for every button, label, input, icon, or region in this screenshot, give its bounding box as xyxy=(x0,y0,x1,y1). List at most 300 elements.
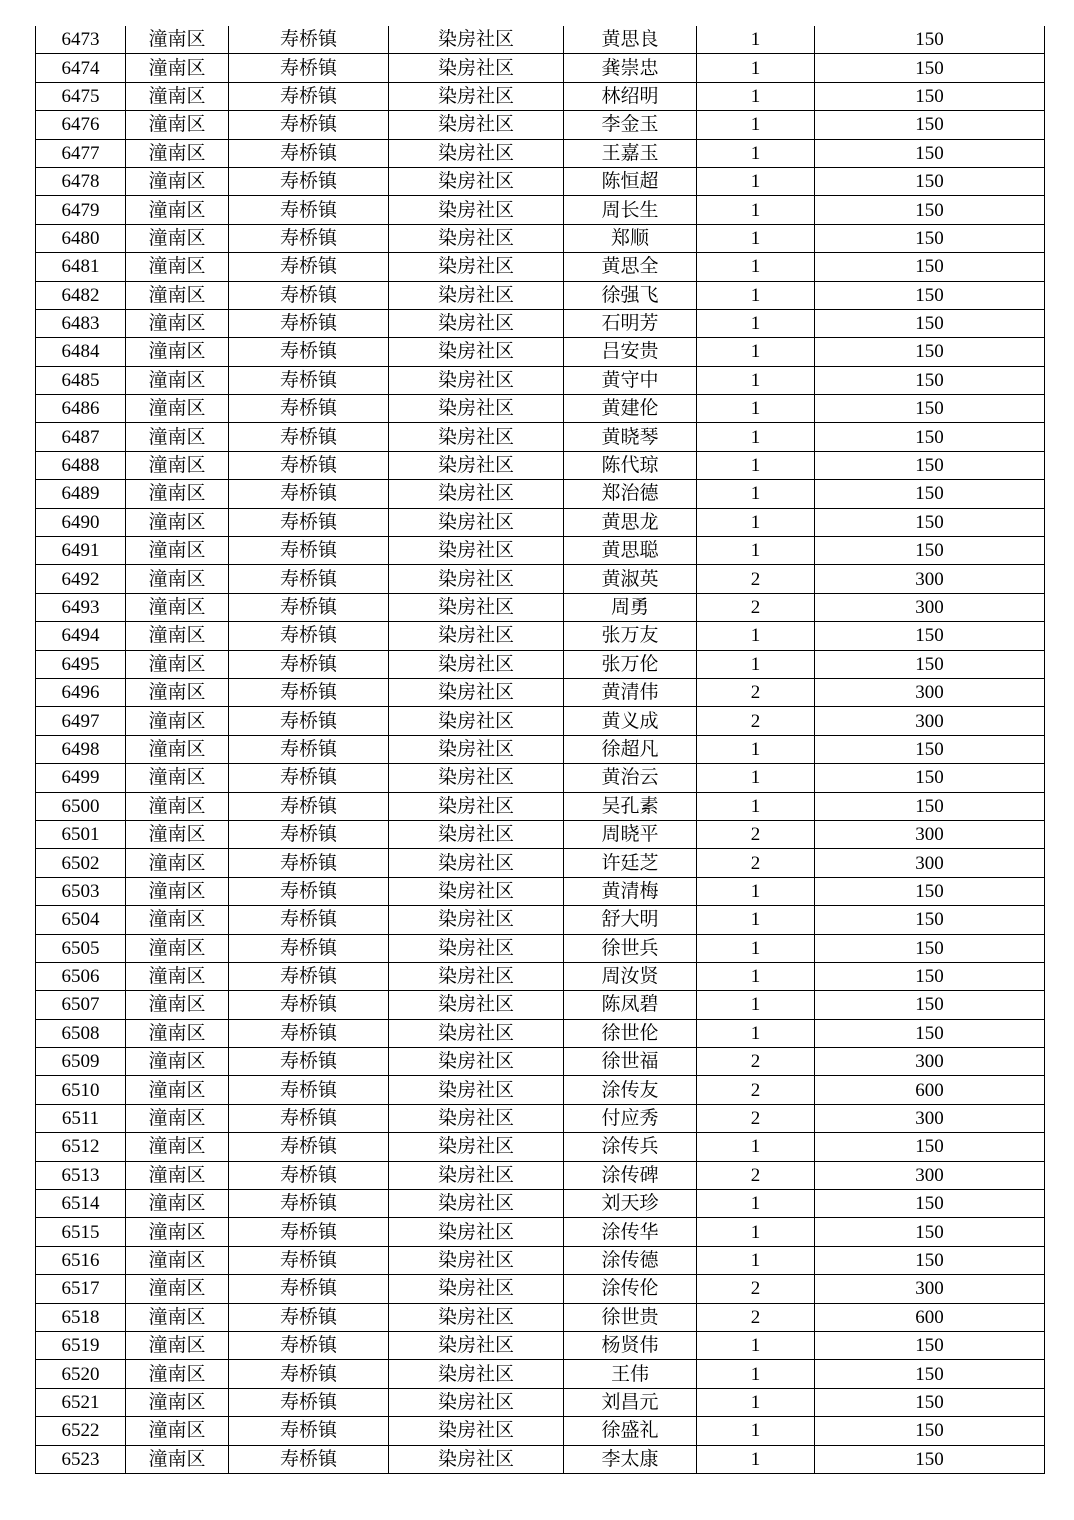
town-cell: 寿桥镇 xyxy=(229,593,389,621)
community-cell: 染房社区 xyxy=(389,1019,564,1047)
district-cell: 潼南区 xyxy=(126,906,229,934)
serial-number-cell: 6474 xyxy=(36,54,126,82)
name-cell: 郑治德 xyxy=(564,480,697,508)
district-cell: 潼南区 xyxy=(126,565,229,593)
serial-number-cell: 6514 xyxy=(36,1190,126,1218)
count-cell: 1 xyxy=(697,1388,815,1416)
table-row xyxy=(36,1104,1045,1132)
community-cell: 染房社区 xyxy=(389,678,564,706)
table-row xyxy=(36,253,1045,281)
amount-cell: 300 xyxy=(815,1275,1045,1303)
count-cell: 1 xyxy=(697,1445,815,1473)
name-cell: 黄清伟 xyxy=(564,678,697,706)
count-cell: 2 xyxy=(697,593,815,621)
name-cell: 林绍明 xyxy=(564,82,697,110)
count-cell: 1 xyxy=(697,792,815,820)
name-cell: 黄思良 xyxy=(564,26,697,54)
name-cell: 石明芳 xyxy=(564,309,697,337)
table-row xyxy=(36,1303,1045,1331)
table-row xyxy=(36,196,1045,224)
amount-cell: 150 xyxy=(815,792,1045,820)
serial-number-cell: 6518 xyxy=(36,1303,126,1331)
community-cell: 染房社区 xyxy=(389,1048,564,1076)
district-cell: 潼南区 xyxy=(126,707,229,735)
table-row xyxy=(36,792,1045,820)
amount-cell: 150 xyxy=(815,991,1045,1019)
serial-number-cell: 6496 xyxy=(36,678,126,706)
name-cell: 陈代琼 xyxy=(564,451,697,479)
district-cell: 潼南区 xyxy=(126,1218,229,1246)
name-cell: 刘天珍 xyxy=(564,1190,697,1218)
community-cell: 染房社区 xyxy=(389,139,564,167)
town-cell: 寿桥镇 xyxy=(229,1019,389,1047)
count-cell: 1 xyxy=(697,1218,815,1246)
name-cell: 杨贤伟 xyxy=(564,1331,697,1359)
serial-number-cell: 6517 xyxy=(36,1275,126,1303)
table-row xyxy=(36,622,1045,650)
amount-cell: 150 xyxy=(815,1331,1045,1359)
district-cell: 潼南区 xyxy=(126,735,229,763)
district-cell: 潼南区 xyxy=(126,395,229,423)
district-cell: 潼南区 xyxy=(126,1275,229,1303)
amount-cell: 300 xyxy=(815,593,1045,621)
district-cell: 潼南区 xyxy=(126,1331,229,1359)
table-row xyxy=(36,111,1045,139)
table-row xyxy=(36,1190,1045,1218)
district-cell: 潼南区 xyxy=(126,423,229,451)
town-cell: 寿桥镇 xyxy=(229,792,389,820)
table-row xyxy=(36,1048,1045,1076)
community-cell: 染房社区 xyxy=(389,1331,564,1359)
table-row xyxy=(36,338,1045,366)
count-cell: 1 xyxy=(697,423,815,451)
table-row xyxy=(36,962,1045,990)
name-cell: 吴孔素 xyxy=(564,792,697,820)
town-cell: 寿桥镇 xyxy=(229,1048,389,1076)
amount-cell: 150 xyxy=(815,423,1045,451)
table-row xyxy=(36,395,1045,423)
town-cell: 寿桥镇 xyxy=(229,111,389,139)
amount-cell: 150 xyxy=(815,735,1045,763)
town-cell: 寿桥镇 xyxy=(229,54,389,82)
table-row xyxy=(36,1161,1045,1189)
serial-number-cell: 6516 xyxy=(36,1246,126,1274)
table-row xyxy=(36,1275,1045,1303)
town-cell: 寿桥镇 xyxy=(229,565,389,593)
community-cell: 染房社区 xyxy=(389,508,564,536)
community-cell: 染房社区 xyxy=(389,1133,564,1161)
count-cell: 1 xyxy=(697,26,815,54)
district-cell: 潼南区 xyxy=(126,1076,229,1104)
serial-number-cell: 6513 xyxy=(36,1161,126,1189)
table-row xyxy=(36,678,1045,706)
table-row xyxy=(36,1417,1045,1445)
district-cell: 潼南区 xyxy=(126,650,229,678)
community-cell: 染房社区 xyxy=(389,593,564,621)
serial-number-cell: 6491 xyxy=(36,537,126,565)
town-cell: 寿桥镇 xyxy=(229,82,389,110)
district-cell: 潼南区 xyxy=(126,991,229,1019)
name-cell: 黄建伦 xyxy=(564,395,697,423)
name-cell: 张万伦 xyxy=(564,650,697,678)
town-cell: 寿桥镇 xyxy=(229,537,389,565)
town-cell: 寿桥镇 xyxy=(229,1388,389,1416)
amount-cell: 150 xyxy=(815,338,1045,366)
count-cell: 2 xyxy=(697,1104,815,1132)
table-row xyxy=(36,423,1045,451)
name-cell: 周晓平 xyxy=(564,820,697,848)
table-row xyxy=(36,309,1045,337)
community-cell: 染房社区 xyxy=(389,281,564,309)
community-cell: 染房社区 xyxy=(389,962,564,990)
table-row xyxy=(36,849,1045,877)
community-cell: 染房社区 xyxy=(389,253,564,281)
community-cell: 染房社区 xyxy=(389,622,564,650)
town-cell: 寿桥镇 xyxy=(229,877,389,905)
community-cell: 染房社区 xyxy=(389,1388,564,1416)
count-cell: 1 xyxy=(697,167,815,195)
serial-number-cell: 6493 xyxy=(36,593,126,621)
serial-number-cell: 6485 xyxy=(36,366,126,394)
table-row xyxy=(36,1388,1045,1416)
community-cell: 染房社区 xyxy=(389,735,564,763)
count-cell: 1 xyxy=(697,451,815,479)
district-cell: 潼南区 xyxy=(126,593,229,621)
community-cell: 染房社区 xyxy=(389,338,564,366)
table-row xyxy=(36,26,1045,54)
town-cell: 寿桥镇 xyxy=(229,764,389,792)
amount-cell: 300 xyxy=(815,1161,1045,1189)
community-cell: 染房社区 xyxy=(389,934,564,962)
name-cell: 张万友 xyxy=(564,622,697,650)
district-cell: 潼南区 xyxy=(126,1048,229,1076)
amount-cell: 600 xyxy=(815,1303,1045,1331)
table-row xyxy=(36,707,1045,735)
count-cell: 1 xyxy=(697,338,815,366)
amount-cell: 150 xyxy=(815,281,1045,309)
district-cell: 潼南区 xyxy=(126,792,229,820)
town-cell: 寿桥镇 xyxy=(229,707,389,735)
name-cell: 徐世伦 xyxy=(564,1019,697,1047)
district-cell: 潼南区 xyxy=(126,281,229,309)
count-cell: 1 xyxy=(697,395,815,423)
district-cell: 潼南区 xyxy=(126,934,229,962)
community-cell: 染房社区 xyxy=(389,54,564,82)
name-cell: 徐盛礼 xyxy=(564,1417,697,1445)
town-cell: 寿桥镇 xyxy=(229,1246,389,1274)
community-cell: 染房社区 xyxy=(389,395,564,423)
town-cell: 寿桥镇 xyxy=(229,820,389,848)
table-row xyxy=(36,565,1045,593)
district-cell: 潼南区 xyxy=(126,1019,229,1047)
serial-number-cell: 6499 xyxy=(36,764,126,792)
serial-number-cell: 6505 xyxy=(36,934,126,962)
count-cell: 1 xyxy=(697,537,815,565)
table-body xyxy=(36,26,1045,1473)
district-cell: 潼南区 xyxy=(126,167,229,195)
serial-number-cell: 6488 xyxy=(36,451,126,479)
name-cell: 郑顺 xyxy=(564,224,697,252)
amount-cell: 600 xyxy=(815,1076,1045,1104)
community-cell: 染房社区 xyxy=(389,820,564,848)
town-cell: 寿桥镇 xyxy=(229,224,389,252)
count-cell: 1 xyxy=(697,508,815,536)
district-cell: 潼南区 xyxy=(126,1161,229,1189)
serial-number-cell: 6490 xyxy=(36,508,126,536)
table-row xyxy=(36,735,1045,763)
name-cell: 王嘉玉 xyxy=(564,139,697,167)
town-cell: 寿桥镇 xyxy=(229,1076,389,1104)
count-cell: 1 xyxy=(697,1019,815,1047)
table-row xyxy=(36,1445,1045,1473)
town-cell: 寿桥镇 xyxy=(229,167,389,195)
district-cell: 潼南区 xyxy=(126,764,229,792)
amount-cell: 300 xyxy=(815,707,1045,735)
district-cell: 潼南区 xyxy=(126,508,229,536)
serial-number-cell: 6502 xyxy=(36,849,126,877)
community-cell: 染房社区 xyxy=(389,849,564,877)
name-cell: 刘昌元 xyxy=(564,1388,697,1416)
count-cell: 1 xyxy=(697,764,815,792)
community-cell: 染房社区 xyxy=(389,111,564,139)
district-cell: 潼南区 xyxy=(126,111,229,139)
table-row xyxy=(36,281,1045,309)
district-cell: 潼南区 xyxy=(126,678,229,706)
name-cell: 涂传兵 xyxy=(564,1133,697,1161)
serial-number-cell: 6500 xyxy=(36,792,126,820)
community-cell: 染房社区 xyxy=(389,877,564,905)
town-cell: 寿桥镇 xyxy=(229,423,389,451)
amount-cell: 150 xyxy=(815,253,1045,281)
district-cell: 潼南区 xyxy=(126,537,229,565)
town-cell: 寿桥镇 xyxy=(229,934,389,962)
table-row xyxy=(36,1218,1045,1246)
amount-cell: 150 xyxy=(815,139,1045,167)
community-cell: 染房社区 xyxy=(389,1246,564,1274)
town-cell: 寿桥镇 xyxy=(229,1218,389,1246)
serial-number-cell: 6482 xyxy=(36,281,126,309)
amount-cell: 150 xyxy=(815,1190,1045,1218)
town-cell: 寿桥镇 xyxy=(229,139,389,167)
count-cell: 1 xyxy=(697,1246,815,1274)
town-cell: 寿桥镇 xyxy=(229,338,389,366)
serial-number-cell: 6478 xyxy=(36,167,126,195)
amount-cell: 300 xyxy=(815,678,1045,706)
community-cell: 染房社区 xyxy=(389,82,564,110)
count-cell: 1 xyxy=(697,622,815,650)
count-cell: 1 xyxy=(697,253,815,281)
community-cell: 染房社区 xyxy=(389,26,564,54)
table-row xyxy=(36,451,1045,479)
town-cell: 寿桥镇 xyxy=(229,395,389,423)
count-cell: 1 xyxy=(697,366,815,394)
name-cell: 黄清梅 xyxy=(564,877,697,905)
count-cell: 1 xyxy=(697,934,815,962)
district-cell: 潼南区 xyxy=(126,224,229,252)
serial-number-cell: 6483 xyxy=(36,309,126,337)
district-cell: 潼南区 xyxy=(126,1417,229,1445)
roster-table xyxy=(35,26,1045,1474)
name-cell: 李太康 xyxy=(564,1445,697,1473)
amount-cell: 150 xyxy=(815,650,1045,678)
community-cell: 染房社区 xyxy=(389,707,564,735)
serial-number-cell: 6519 xyxy=(36,1331,126,1359)
count-cell: 2 xyxy=(697,707,815,735)
name-cell: 徐世兵 xyxy=(564,934,697,962)
community-cell: 染房社区 xyxy=(389,650,564,678)
serial-number-cell: 6480 xyxy=(36,224,126,252)
table-row xyxy=(36,820,1045,848)
serial-number-cell: 6515 xyxy=(36,1218,126,1246)
table-row xyxy=(36,593,1045,621)
community-cell: 染房社区 xyxy=(389,792,564,820)
count-cell: 1 xyxy=(697,1360,815,1388)
amount-cell: 150 xyxy=(815,1445,1045,1473)
community-cell: 染房社区 xyxy=(389,906,564,934)
amount-cell: 150 xyxy=(815,395,1045,423)
town-cell: 寿桥镇 xyxy=(229,281,389,309)
town-cell: 寿桥镇 xyxy=(229,906,389,934)
amount-cell: 150 xyxy=(815,537,1045,565)
amount-cell: 150 xyxy=(815,1133,1045,1161)
community-cell: 染房社区 xyxy=(389,1190,564,1218)
count-cell: 1 xyxy=(697,196,815,224)
serial-number-cell: 6476 xyxy=(36,111,126,139)
serial-number-cell: 6481 xyxy=(36,253,126,281)
district-cell: 潼南区 xyxy=(126,820,229,848)
count-cell: 1 xyxy=(697,480,815,508)
amount-cell: 150 xyxy=(815,224,1045,252)
district-cell: 潼南区 xyxy=(126,480,229,508)
amount-cell: 300 xyxy=(815,565,1045,593)
count-cell: 1 xyxy=(697,82,815,110)
count-cell: 1 xyxy=(697,735,815,763)
serial-number-cell: 6511 xyxy=(36,1104,126,1132)
community-cell: 染房社区 xyxy=(389,1161,564,1189)
district-cell: 潼南区 xyxy=(126,338,229,366)
district-cell: 潼南区 xyxy=(126,253,229,281)
district-cell: 潼南区 xyxy=(126,1190,229,1218)
count-cell: 2 xyxy=(697,1303,815,1331)
town-cell: 寿桥镇 xyxy=(229,1417,389,1445)
serial-number-cell: 6512 xyxy=(36,1133,126,1161)
amount-cell: 150 xyxy=(815,26,1045,54)
serial-number-cell: 6506 xyxy=(36,962,126,990)
table-row xyxy=(36,1133,1045,1161)
town-cell: 寿桥镇 xyxy=(229,1133,389,1161)
serial-number-cell: 6503 xyxy=(36,877,126,905)
amount-cell: 150 xyxy=(815,1417,1045,1445)
amount-cell: 300 xyxy=(815,1104,1045,1132)
town-cell: 寿桥镇 xyxy=(229,735,389,763)
table-row xyxy=(36,764,1045,792)
amount-cell: 150 xyxy=(815,480,1045,508)
community-cell: 染房社区 xyxy=(389,480,564,508)
community-cell: 染房社区 xyxy=(389,196,564,224)
serial-number-cell: 6484 xyxy=(36,338,126,366)
name-cell: 涂传碑 xyxy=(564,1161,697,1189)
count-cell: 1 xyxy=(697,1331,815,1359)
community-cell: 染房社区 xyxy=(389,565,564,593)
count-cell: 1 xyxy=(697,111,815,139)
table-row xyxy=(36,508,1045,536)
town-cell: 寿桥镇 xyxy=(229,1104,389,1132)
table-row xyxy=(36,54,1045,82)
table-row xyxy=(36,991,1045,1019)
community-cell: 染房社区 xyxy=(389,451,564,479)
amount-cell: 150 xyxy=(815,54,1045,82)
serial-number-cell: 6473 xyxy=(36,26,126,54)
district-cell: 潼南区 xyxy=(126,877,229,905)
community-cell: 染房社区 xyxy=(389,537,564,565)
name-cell: 付应秀 xyxy=(564,1104,697,1132)
name-cell: 涂传华 xyxy=(564,1218,697,1246)
serial-number-cell: 6486 xyxy=(36,395,126,423)
count-cell: 1 xyxy=(697,962,815,990)
table-row xyxy=(36,167,1045,195)
district-cell: 潼南区 xyxy=(126,26,229,54)
community-cell: 染房社区 xyxy=(389,167,564,195)
amount-cell: 300 xyxy=(815,849,1045,877)
amount-cell: 150 xyxy=(815,877,1045,905)
community-cell: 染房社区 xyxy=(389,991,564,1019)
town-cell: 寿桥镇 xyxy=(229,26,389,54)
serial-number-cell: 6492 xyxy=(36,565,126,593)
community-cell: 染房社区 xyxy=(389,1417,564,1445)
serial-number-cell: 6509 xyxy=(36,1048,126,1076)
amount-cell: 150 xyxy=(815,82,1045,110)
amount-cell: 150 xyxy=(815,366,1045,394)
community-cell: 染房社区 xyxy=(389,1445,564,1473)
town-cell: 寿桥镇 xyxy=(229,622,389,650)
serial-number-cell: 6520 xyxy=(36,1360,126,1388)
count-cell: 1 xyxy=(697,54,815,82)
amount-cell: 150 xyxy=(815,508,1045,536)
name-cell: 陈恒超 xyxy=(564,167,697,195)
count-cell: 1 xyxy=(697,309,815,337)
table-row xyxy=(36,650,1045,678)
town-cell: 寿桥镇 xyxy=(229,1275,389,1303)
serial-number-cell: 6504 xyxy=(36,906,126,934)
town-cell: 寿桥镇 xyxy=(229,650,389,678)
town-cell: 寿桥镇 xyxy=(229,849,389,877)
district-cell: 潼南区 xyxy=(126,451,229,479)
serial-number-cell: 6508 xyxy=(36,1019,126,1047)
serial-number-cell: 6495 xyxy=(36,650,126,678)
town-cell: 寿桥镇 xyxy=(229,1445,389,1473)
table-row xyxy=(36,366,1045,394)
name-cell: 黄思全 xyxy=(564,253,697,281)
town-cell: 寿桥镇 xyxy=(229,1161,389,1189)
town-cell: 寿桥镇 xyxy=(229,1331,389,1359)
name-cell: 黄思龙 xyxy=(564,508,697,536)
town-cell: 寿桥镇 xyxy=(229,309,389,337)
name-cell: 黄守中 xyxy=(564,366,697,394)
name-cell: 龚崇忠 xyxy=(564,54,697,82)
amount-cell: 150 xyxy=(815,111,1045,139)
table-row xyxy=(36,906,1045,934)
name-cell: 涂传伦 xyxy=(564,1275,697,1303)
amount-cell: 150 xyxy=(815,934,1045,962)
name-cell: 涂传德 xyxy=(564,1246,697,1274)
name-cell: 徐世福 xyxy=(564,1048,697,1076)
district-cell: 潼南区 xyxy=(126,1246,229,1274)
community-cell: 染房社区 xyxy=(389,1076,564,1104)
serial-number-cell: 6498 xyxy=(36,735,126,763)
community-cell: 染房社区 xyxy=(389,309,564,337)
count-cell: 1 xyxy=(697,1133,815,1161)
amount-cell: 150 xyxy=(815,1388,1045,1416)
